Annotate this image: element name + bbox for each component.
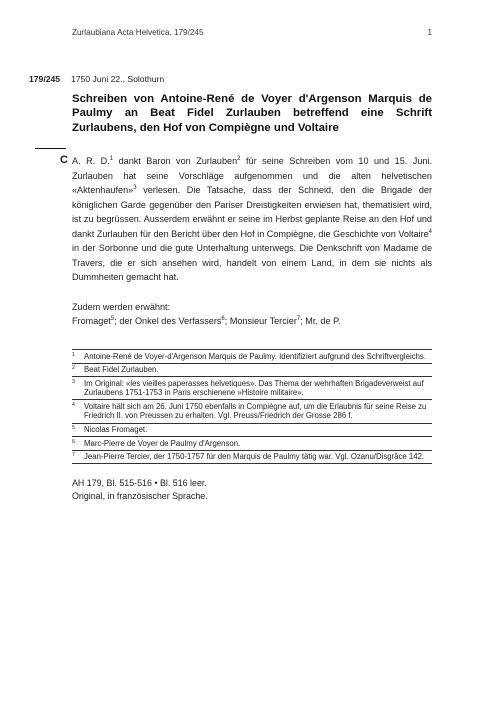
summary-text-4: verlesen. Die Tatsache, dass der Schneid, den die Brigade der königlichen Garde gegenüber den Pariser Dreistigkeiten erwiesen hat, thematisiert wird, ist zu begrüssen. Ausserdem erwähnt er seine im Herbst geplante Reise an den Hof und dankt Zurlauben für den Bericht über den Hof in Compiègne, die Geschichte von Voltaire [72,185,432,239]
also-mentioned-intro: Zudem werden erwähnt: [72,302,171,312]
footnote-ref-1: 1 [109,155,114,162]
mention-2: ; der Onkel des Verfassers [114,316,222,327]
content-marker: C [60,154,68,166]
footnote [72,399,432,422]
summary-text-1: A. R. D. [72,156,110,166]
footnote-number: 1 [72,351,75,358]
footnote [72,423,432,437]
also-mentioned [72,300,432,329]
source-info [72,477,432,502]
footnote-ref-2: 2 [237,155,241,162]
summary-text-2: dankt Baron von Zurlauben [113,156,238,166]
footnote-ref-6: 6 [221,316,225,323]
footnote-ref-5: 5 [110,316,115,323]
summary-text-3: für seine Schreiben vom 10 und 15. Juni. Zurlauben hat seine Vorschläge aufgenommen und die alten helvetischen «Aktenhaufen» [72,156,432,195]
footnote-number: 6 [72,438,75,445]
footnote-number: 4 [72,401,75,408]
entry-title: Schreiben von Antoine-René de Voyer d'Argenson Marquis de Paulmy an Beat Fidel Zurlauben betreffend eine Schrift Zurlaubens, den Hof von Compiègne und Voltaire [72,93,432,134]
source-language: Original, in französischer Sprache. [72,490,208,501]
entry-heading [29,74,164,84]
footnote-ref-3: 3 [133,184,137,191]
footnote-number: 5 [72,425,75,432]
running-header [72,28,432,37]
running-header-title: Zurlaubiana Acta Helvetica, 179/245 [72,28,204,37]
mention-1: Fromaget [72,316,111,327]
section-rule [35,148,66,149]
footnote-text: Marc-Pierre de Voyer de Paulmy d'Argenson. [84,438,241,448]
footnote-ref-7: 7 [296,316,301,323]
entry-id: 179/245 [29,74,61,84]
footnote [72,436,432,450]
source-archive: AH 179, Bl. 515-516 • Bl. 516 leer. [72,478,207,488]
footnote-number: 7 [72,452,75,459]
footnote-ref-4: 4 [428,228,432,235]
footnote-text: Voltaire hält sich am 26. Juni 1750 ebenfalls in Compiègne auf, um die Erlaubnis für seine Reise zu Friedrich II. von Preussen zu erhalten. Vgl. Preuss/Friedrich der Grosse 286 f. [84,401,427,421]
footnote-number: 3 [72,378,75,385]
footnote-text: Antoine-René de Voyer-d'Argenson Marquis de Paulmy. Identifiziert aufgrund des Schriftvergleichs. [84,351,426,361]
footnote [72,376,432,399]
footnote-number: 2 [72,365,75,372]
summary-paragraph [72,154,432,285]
footnote-text: Nicolas Fromaget. [84,425,148,435]
summary-text-5: in der Sorbonne und die gute Unterhaltung unterwegs. Die Denkschrift von Madame de Travers, die er sich ansehen wird, handelt von einem Land, in dem sie nichts als Dummheiten gemacht hat. [72,243,432,282]
mention-3: ; Monsieur Tercier [224,316,297,327]
footnote-text: Beat Fidel Zurlauben. [84,365,159,375]
footnote-text: Im Original: «les vieilles paperasses helvetiques». Das Thema der wehrhaften Brigadeverweist auf Zurlaubens 1751-1753 in Paris erschienene »Histoire militaire». [84,378,424,398]
mention-4: ; Mr. de P. [300,316,341,327]
also-mentioned-list [72,314,432,328]
page-number: 1 [427,28,432,37]
footnote [72,349,432,363]
footnotes [72,349,432,464]
footnote-text: Jean-Pierre Tercier, der 1750-1757 für den Marquis de Paulmy tätig war. Vgl. Ozanu/Disgrâce 142. [84,452,425,462]
footnote [72,363,432,377]
footnote [72,450,432,465]
entry-date-place: 1750 Juni 22., Solothurn [71,74,165,84]
